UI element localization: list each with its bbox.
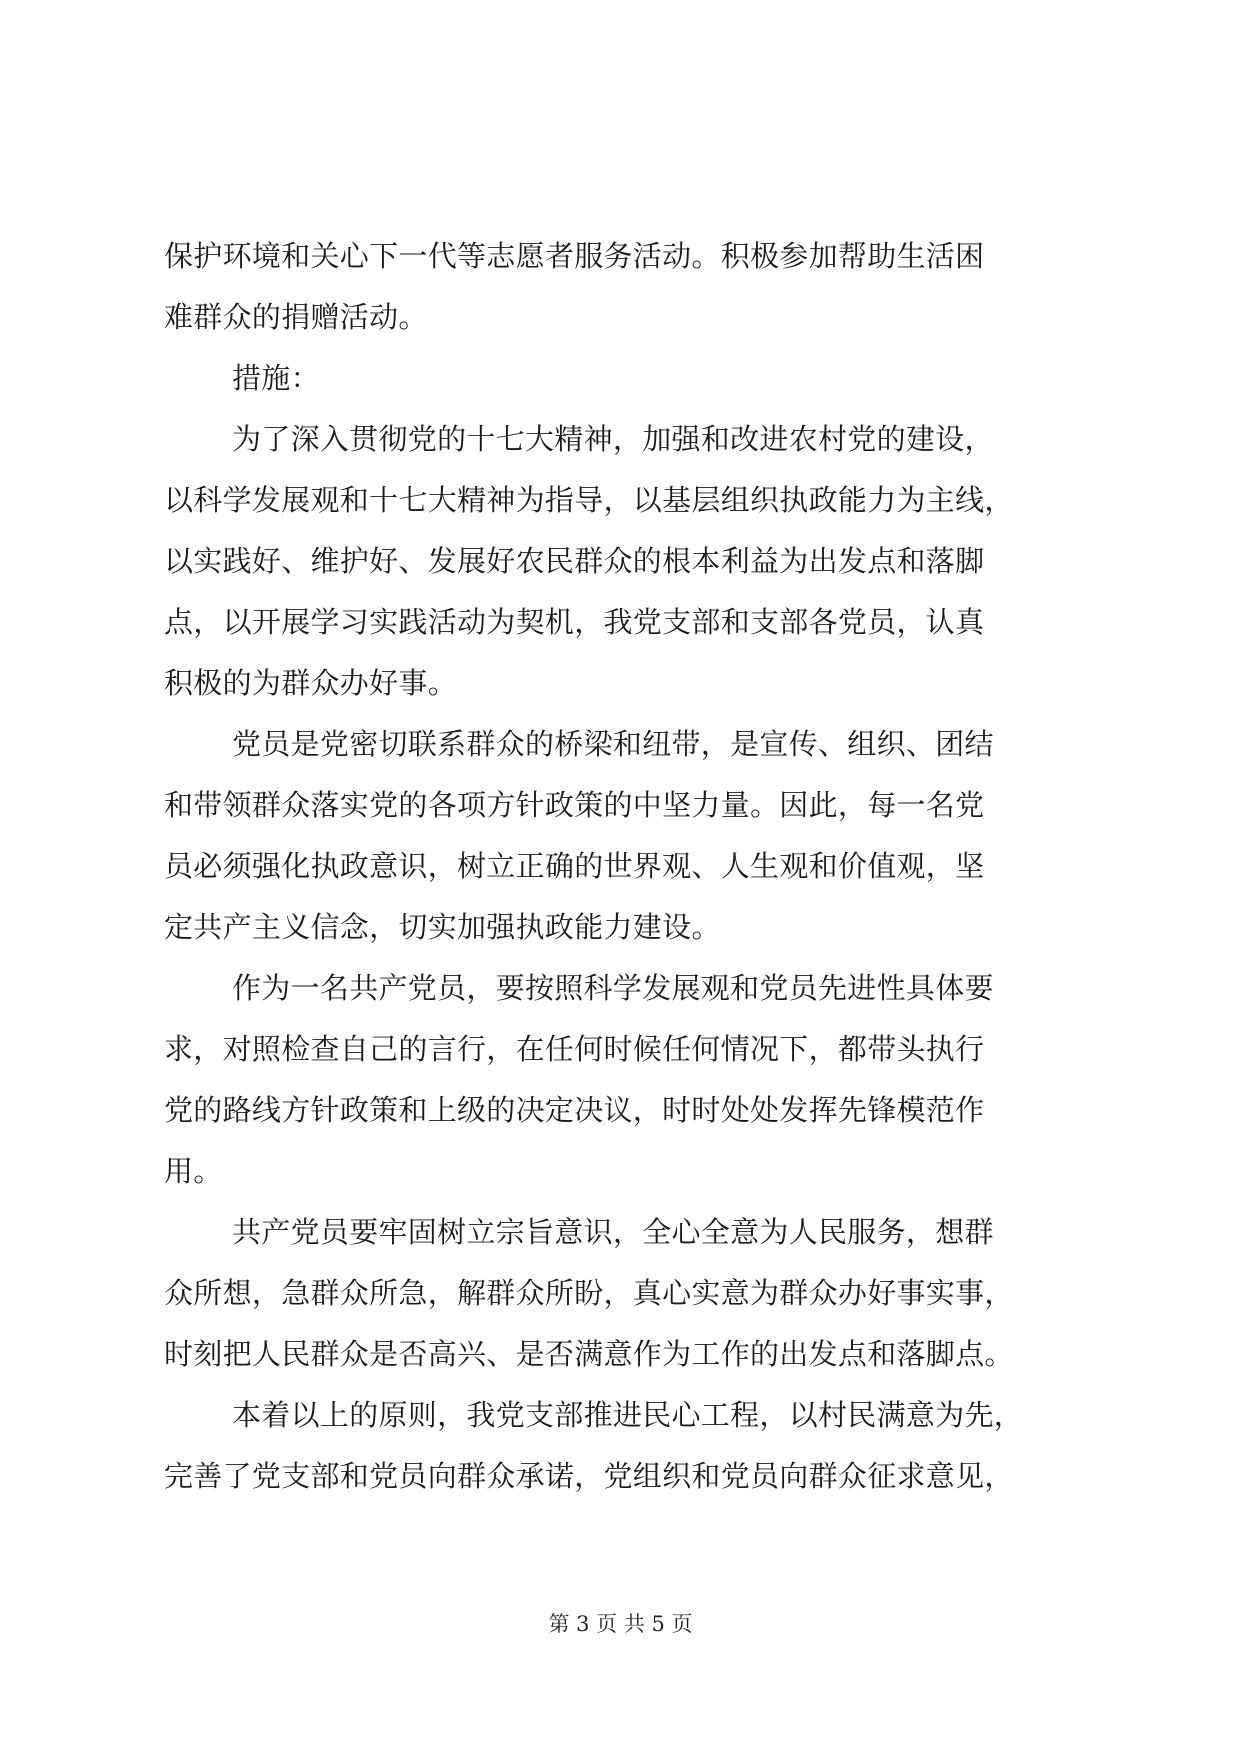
text-line: 求，对照检查自己的言行，在任何时候任何情况下，都带头执行 [164,1032,985,1066]
text-line: 定共产主义信念，切实加强执政能力建设。 [164,910,721,944]
text-line: 点，以开展学习实践活动为契机，我党支部和支部各党员，认真 [164,605,985,639]
section-heading: 措施： [232,361,320,395]
text-line: 时刻把人民群众是否高兴、是否满意作为工作的出发点和落脚点。 [164,1337,1014,1371]
text-line: 用。 [164,1154,223,1188]
text-line: 以科学发展观和十七大精神为指导，以基层组织执政能力为主线， [164,483,1014,517]
text-line: 以实践好、维护好、发展好农民群众的根本利益为出发点和落脚 [164,544,985,578]
text-line: 作为一名共产党员，要按照科学发展观和党员先进性具体要 [232,971,994,1005]
body-text [164,226,1084,1507]
text-line: 员必须强化执政意识，树立正确的世界观、人生观和价值观，坚 [164,849,985,883]
text-line: 共产党员要牢固树立宗旨意识，全心全意为人民服务，想群 [232,1215,994,1249]
text-line: 众所想，急群众所急，解群众所盼，真心实意为群众办好事实事， [164,1276,1014,1310]
text-line: 和带领群众落实党的各项方针政策的中坚力量。因此，每一名党 [164,788,985,822]
text-line: 难群众的捐赠活动。 [164,300,428,334]
text-line: 本着以上的原则，我党支部推进民心工程，以村民满意为先， [232,1398,1024,1432]
page-number-footer: 第 3 页 共 5 页 [548,1612,693,1636]
text-line: 积极的为群众办好事。 [164,666,458,700]
text-line: 为了深入贯彻党的十七大精神，加强和改进农村党的建设， [232,422,994,456]
text-line: 完善了党支部和党员向群众承诺，党组织和党员向群众征求意见， [164,1459,1014,1493]
text-line: 党员是党密切联系群众的桥梁和纽带，是宣传、组织、团结 [232,727,994,761]
text-line: 保护环境和关心下一代等志愿者服务活动。积极参加帮助生活困 [164,239,985,273]
text-line: 党的路线方针政策和上级的决定决议，时时处处发挥先锋模范作 [164,1093,985,1127]
